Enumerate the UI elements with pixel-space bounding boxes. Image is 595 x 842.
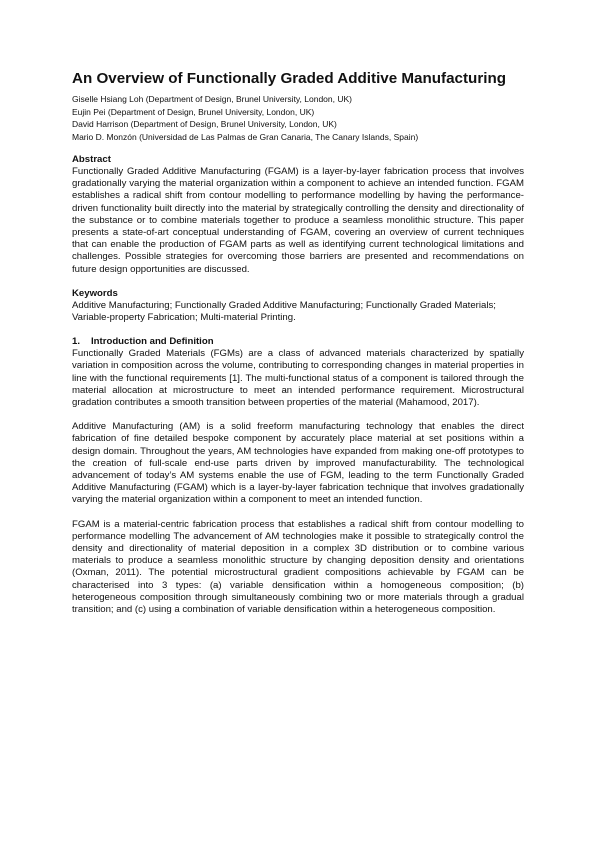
keywords-text: Additive Manufacturing; Functionally Graded Additive Manufacturing; Functionally Graded Materials; Variable-property Fabrication; Multi-material Printing. (72, 299, 496, 324)
section-introduction (72, 335, 524, 616)
section-number: 1. (72, 336, 81, 348)
body-paragraph: Functionally Graded Materials (FGMs) are a class of advanced materials characterized by spatially variation in composition across the volume, contributing to corresponding changes in material properties in line with the functional requirements [1]. The multi-functional status of a component is tailored through the material allocation at microstructure to meet an intended performance requirement. Microstructural gradation contributes a smooth transition between properties of the material (Mahamood, 2017). (72, 348, 524, 409)
author-line: Giselle Hsiang Loh (Department of Design, Brunel University, London, UK) (72, 94, 353, 104)
keywords-section (72, 287, 524, 324)
section-heading (72, 335, 524, 348)
author-list (72, 93, 524, 143)
author-line: David Harrison (Department of Design, Brunel University, London, UK) (72, 119, 337, 129)
author-line: Mario D. Monzón (Universidad de Las Palmas de Gran Canaria, The Canary Islands, Spain) (72, 131, 419, 142)
body-paragraph: FGAM is a material-centric fabrication process that establishes a radical shift from contour modelling to performance modelling The advancement of AM technologies make it possible to strategically control the density and directionality of material deposition in a complex 3D distribution or to combine various materials to produce a seamless monolithic structure by changing deposition density and orientations (Oxman, 2011). The potential microstructural gradient compositions achievable by FGAM can be characterised into 3 types: (a) variable densification within a homogeneous composition; (b) heterogeneous composition through simultaneously combining two or more materials through a gradual transition; and (c) using a combination of variable densification within a heterogeneous composition. (72, 518, 524, 616)
paper-page (72, 70, 524, 616)
abstract-section (72, 153, 524, 276)
body-paragraph: Additive Manufacturing (AM) is a solid freeform manufacturing technology that enables the direct fabrication of fine detailed bespoke component by accurately place material at set positions within a design domain. Throughout the years, AM technologies have expanded from making one-off prototypes to the creation of full-scale end-use parts driven by improved manufacturability. The technological advancement of today’s AM systems enable the use of FGM, leading to the term Functionally Graded Additive Manufacturing (FGAM) which is a layer-by-layer fabrication technique that involves gradationally varying the material organization within a component to meet an intended function. (72, 421, 524, 506)
keywords-heading: Keywords (72, 287, 118, 299)
author-line: Eujin Pei (Department of Design, Brunel University, London, UK) (72, 106, 315, 117)
paper-title: An Overview of Functionally Graded Additive Manufacturing (72, 70, 507, 87)
abstract-text: Functionally Graded Additive Manufacturing (FGAM) is a layer-by-layer fabrication process that involves gradationally varying the material organization within a component to achieve an intended function. FGAM establishes a radical shift from contour modelling to performance modelling by having the performance-driven functionality built directly into the material by strategically controlling the density and directionality of the substance or to combine materials together to produce a seamless monolithic structure. This paper presents a state-of-art conceptual understanding of FGAM, covering an overview of current techniques that can enable the production of FGAM parts as well as identifying current technological limitations and challenges. Possible strategies for overcoming those barriers are presented and recommendations on future design opportunities are discussed. (72, 166, 524, 275)
section-title: Introduction and Definition (91, 336, 214, 348)
abstract-heading: Abstract (72, 154, 111, 165)
